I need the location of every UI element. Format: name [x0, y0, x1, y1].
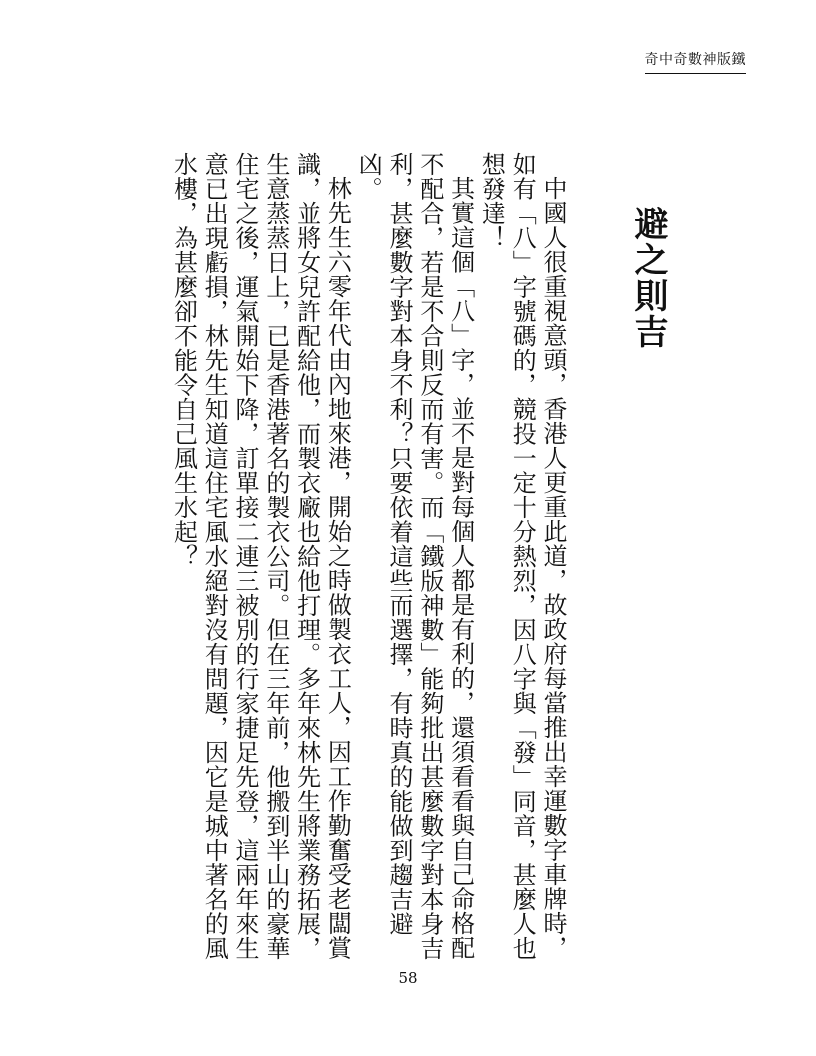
- running-header: 奇中奇數神版鐵: [645, 50, 747, 74]
- paragraph: 中國人很重視意頭，香港人更重此道，故政府每當推出幸運數字車牌時，如有「八」字號碼的，競投一定十分熱烈，因八字與「發」同音，甚麼人也想發達！: [477, 152, 567, 961]
- page-number: 58: [398, 969, 418, 987]
- body-text: [168, 152, 568, 972]
- paragraph: 林先生六零年代由內地來港，開始之時做製衣工人，因工作勤奮受老闆賞識，並將女兒許配給他，而製衣廠也給他打理。多年來林先生將業務拓展，生意蒸蒸日上，已是香港著名的製衣公司。但在三年前，他搬到半山的豪華住宅之後，運氣開始下降，訂單接二連三被別的行家捷足先登，這兩年來生意已出現虧損，林先生知道這住宅風水絕對沒有問題，因它是城中著名的風水樓，為甚麼卻不能令自己風生水起？: [169, 152, 352, 961]
- paragraph: 其實這個「八」字，並不是對每個人都是有利的，還須看看與自己命格配不配合，若是不合則反而有害。而「鐵版神數」能夠批出甚麼數字對本身吉利，甚麼數字對本身不利？只要依着這些而選擇，有時真的能做到趨吉避凶。: [354, 152, 475, 961]
- chapter-title: 避之則吉: [628, 206, 668, 350]
